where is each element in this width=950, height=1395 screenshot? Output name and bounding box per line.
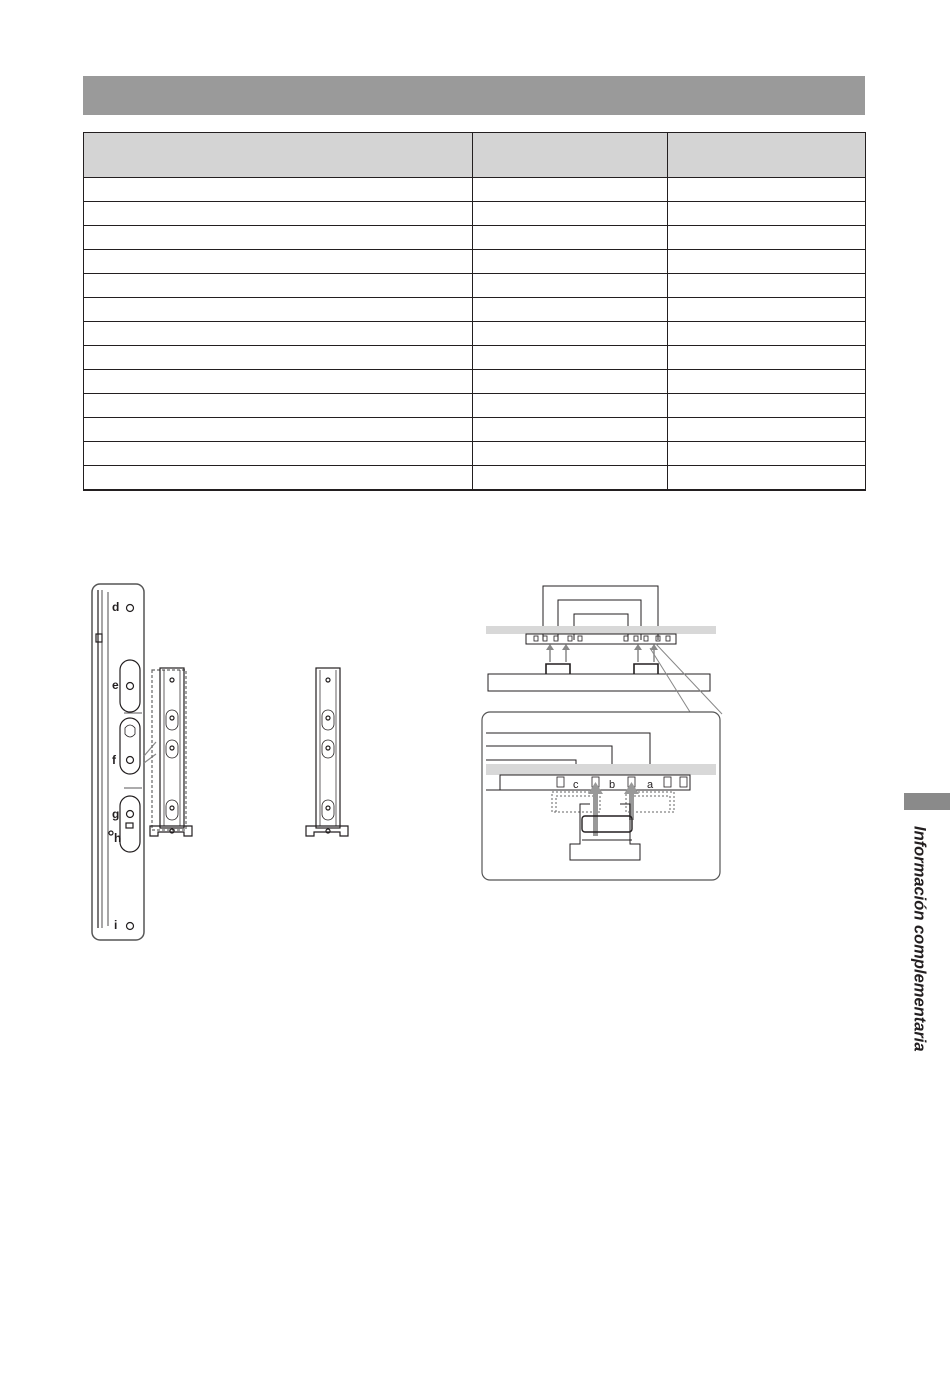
right-mounting-figure	[478, 578, 728, 884]
table-row	[84, 274, 866, 298]
table-cell	[84, 322, 473, 346]
table-cell	[473, 226, 668, 250]
label-d: d	[112, 600, 120, 614]
table-cell	[473, 418, 668, 442]
table-row	[84, 250, 866, 274]
label-a: a	[647, 779, 654, 791]
table-cell	[668, 394, 866, 418]
table-row	[84, 466, 866, 491]
table-cell	[84, 442, 473, 466]
table-cell	[668, 226, 866, 250]
label-g: g	[112, 807, 120, 821]
table-cell	[473, 274, 668, 298]
table-cell	[668, 274, 866, 298]
section-title-bar	[83, 76, 865, 115]
table-cell	[668, 442, 866, 466]
table-cell	[473, 442, 668, 466]
table-cell	[668, 346, 866, 370]
table-cell	[473, 322, 668, 346]
label-b: b	[609, 779, 616, 791]
label-f: f	[112, 753, 116, 767]
table-row	[84, 442, 866, 466]
table-header-cell	[668, 133, 866, 178]
table-cell	[473, 466, 668, 491]
table-cell	[84, 226, 473, 250]
table-cell	[84, 250, 473, 274]
table-cell	[668, 250, 866, 274]
left-mounting-figure	[80, 578, 380, 948]
table-cell	[84, 418, 473, 442]
table-cell	[84, 346, 473, 370]
table-cell	[473, 298, 668, 322]
table-cell	[668, 298, 866, 322]
table-cell	[473, 250, 668, 274]
table-cell	[668, 370, 866, 394]
table-row	[84, 418, 866, 442]
table-row	[84, 394, 866, 418]
table-cell	[668, 466, 866, 491]
table-cell	[473, 202, 668, 226]
table-row	[84, 298, 866, 322]
table-row	[84, 346, 866, 370]
table-header-cell	[84, 133, 473, 178]
table-row	[84, 370, 866, 394]
table-cell	[84, 466, 473, 491]
table-row	[84, 226, 866, 250]
label-e: e	[112, 678, 119, 692]
table-cell	[84, 370, 473, 394]
side-tab-label	[904, 826, 934, 1071]
table-header-row	[84, 133, 866, 178]
side-tab-marker	[904, 793, 950, 810]
table-cell	[668, 202, 866, 226]
label-h: h	[114, 831, 122, 845]
table-row	[84, 178, 866, 202]
table-cell	[84, 274, 473, 298]
specifications-table	[83, 132, 866, 491]
table-cell	[668, 322, 866, 346]
table-cell	[668, 178, 866, 202]
table-cell	[84, 202, 473, 226]
table-cell	[473, 346, 668, 370]
table-cell	[473, 370, 668, 394]
table-cell	[473, 394, 668, 418]
table-header-cell	[473, 133, 668, 178]
table-cell	[84, 298, 473, 322]
table-cell	[84, 394, 473, 418]
table-row	[84, 322, 866, 346]
table-cell	[668, 418, 866, 442]
table-cell	[84, 178, 473, 202]
label-i: i	[114, 918, 118, 932]
side-tab-text: Información complementaria	[910, 826, 929, 1052]
table-cell	[473, 178, 668, 202]
table-row	[84, 202, 866, 226]
label-c: c	[573, 779, 579, 791]
